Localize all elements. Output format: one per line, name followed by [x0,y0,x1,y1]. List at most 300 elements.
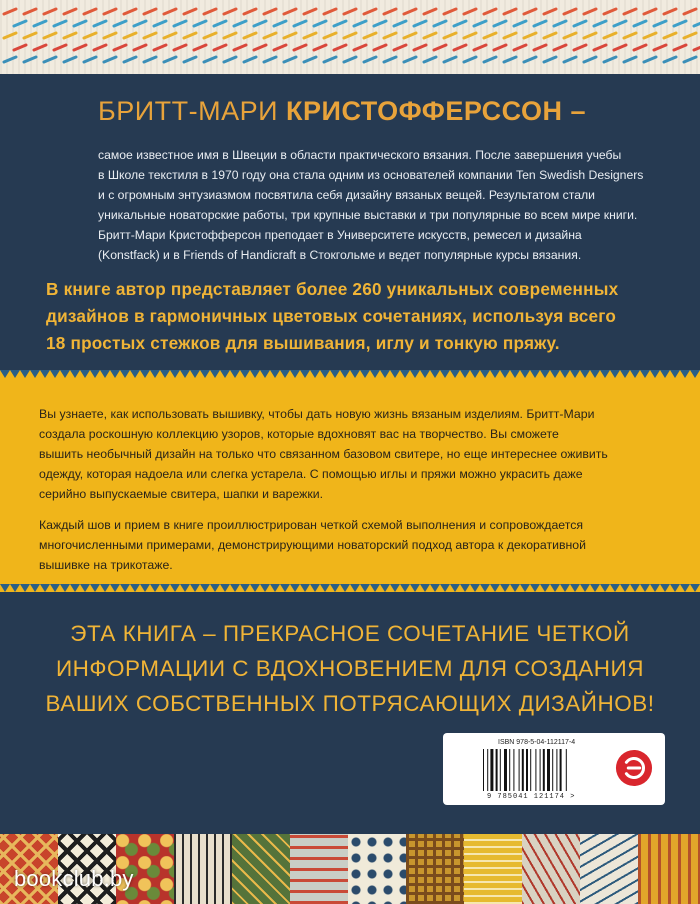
stitch-mark [124,33,136,38]
stitch-mark [374,45,386,50]
border-triangle [550,370,560,378]
barcode-bar [535,749,536,791]
border-triangle [190,370,200,378]
stitch-mark [84,33,96,38]
border-triangle [510,370,520,378]
stitch-mark [584,57,596,62]
stitch-mark [454,45,466,50]
stitch-mark [664,9,676,14]
border-triangle [130,584,140,592]
border-triangle [60,370,70,378]
stitch-mark [614,21,626,26]
stitch-mark [244,33,256,38]
stitch-mark [624,9,636,14]
swatch-image [580,834,638,904]
stitch-mark [334,21,346,26]
border-triangle [100,370,110,378]
stitch-mark [314,21,326,26]
barcode-digits: 9 785041 121174 > [487,793,576,801]
stitch-mark [404,33,416,38]
border-triangle [640,584,650,592]
barcode-bar [500,749,501,791]
border-triangle [320,370,330,378]
border-triangle [410,370,420,378]
stitch-mark [534,21,546,26]
barcode-bar [487,749,488,791]
closing-line: ИНФОРМАЦИИ С ВДОХНОВЕНИЕМ ДЛЯ СОЗДАНИЯ [56,656,644,681]
swatch-image [406,834,464,904]
border-triangle [500,370,510,378]
barcode-bar [526,749,528,791]
stitch-mark [244,9,256,14]
panel-bottom-border [0,584,700,592]
stitch-mark [454,21,466,26]
border-triangle [520,370,530,378]
stitch-mark [14,21,26,26]
border-triangle [390,370,400,378]
stitch-mark [94,45,106,50]
barcode-bar [504,749,507,791]
stitch-mark [214,21,226,26]
stitch-mark [244,57,256,62]
stitch-mark [164,9,176,14]
border-triangle [10,584,20,592]
stitch-mark [534,45,546,50]
stitch-mark [304,57,316,62]
stitch-mark [124,57,136,62]
stitch-mark [24,33,36,38]
lead-line: дизайнов в гармоничных цветовых сочетаниях, используя всего [46,306,617,326]
border-triangle [140,584,150,592]
stitch-mark [224,33,236,38]
panel-line: вышивке на трикотаже. [39,558,173,572]
stitch-mark [294,21,306,26]
stitch-mark [284,9,296,14]
stitch-mark [484,9,496,14]
stitch-mark [274,45,286,50]
stitch-mark [144,33,156,38]
stitch-mark [4,33,16,38]
border-triangle [510,584,520,592]
stitch-mark [464,57,476,62]
stitch-mark [544,9,556,14]
stitch-mark [64,9,76,14]
closing-line: ЭТА КНИГА – ПРЕКРАСНОЕ СОЧЕТАНИЕ ЧЕТКОЙ [70,621,630,646]
lead-line: В книге автор представляет более 260 уникальных современных [46,279,619,299]
stitch-mark [414,21,426,26]
panel-paragraph-1 [39,404,664,504]
stitch-mark [174,45,186,50]
border-triangle [160,584,170,592]
border-triangle [690,584,700,592]
border-triangle [460,584,470,592]
border-triangle [210,584,220,592]
stitch-mark [594,45,606,50]
stitch-mark [224,57,236,62]
border-triangle [540,584,550,592]
swatch-image [522,834,580,904]
border-triangle [90,584,100,592]
stitch-mark [114,21,126,26]
stitch-mark [684,9,696,14]
author-bio [98,145,653,265]
border-triangle [300,370,310,378]
knit-pattern-band [0,0,700,74]
stitch-mark [644,33,656,38]
stitch-mark [644,57,656,62]
border-triangle [200,584,210,592]
description-panel [0,370,700,592]
border-triangle [10,370,20,378]
border-triangle [220,370,230,378]
stitch-mark [264,33,276,38]
border-triangle [460,370,470,378]
border-triangle [630,584,640,592]
stitch-mark [694,21,700,26]
border-triangle [50,370,60,378]
border-triangle [290,370,300,378]
border-triangle [590,584,600,592]
border-triangle [70,370,80,378]
stitch-mark [74,21,86,26]
swatch-image [638,834,700,904]
lead-paragraph [46,276,666,357]
barcode-bar [560,749,562,791]
border-triangle [580,370,590,378]
border-triangle [100,584,110,592]
border-triangle [530,370,540,378]
border-triangle [450,370,460,378]
stitch-mark [464,33,476,38]
stitch-mark [184,33,196,38]
stitch-mark [24,9,36,14]
isbn-label: ISBN 978-5-04-112117-4 [498,739,576,746]
stitch-mark [524,33,536,38]
stitch-mark [344,33,356,38]
border-triangle [270,370,280,378]
border-triangle [360,370,370,378]
stitch-mark [314,45,326,50]
stitch-mark [74,45,86,50]
stitch-mark [344,57,356,62]
border-triangle [370,370,380,378]
border-triangle [600,584,610,592]
stitch-mark [584,9,596,14]
stitch-mark [184,9,196,14]
border-triangle [490,584,500,592]
border-triangle [250,370,260,378]
stitch-mark [554,21,566,26]
stitch-mark [684,33,696,38]
embroidery-stitches-graphic [0,0,700,74]
stitch-mark [544,33,556,38]
border-triangle [220,584,230,592]
border-triangle [660,584,670,592]
barcode-bar [483,749,484,791]
bio-line: уникальные новаторские работы, три крупные выставки и три популярные во всем мире книги. [98,208,638,222]
stitch-mark [424,9,436,14]
stitch-mark [184,57,196,62]
border-triangle [290,584,300,592]
stitch-mark [354,45,366,50]
stitch-mark [304,9,316,14]
stitch-mark [624,33,636,38]
stitch-mark [504,9,516,14]
stitch-mark [604,57,616,62]
stitch-mark [254,21,266,26]
stitch-mark [574,21,586,26]
stitch-mark [364,57,376,62]
stitch-mark [324,9,336,14]
stitch-mark [64,33,76,38]
stitch-mark [24,57,36,62]
stitch-mark [14,45,26,50]
barcode-bar [540,749,541,791]
border-triangle [20,370,30,378]
stitch-mark [494,21,506,26]
stitch-mark [334,45,346,50]
stitch-mark [114,45,126,50]
stitch-mark [104,57,116,62]
border-triangle [560,584,570,592]
stitch-mark [364,9,376,14]
stitch-mark [674,21,686,26]
border-triangle [490,370,500,378]
border-triangle [570,584,580,592]
stitch-mark [624,57,636,62]
stitch-mark [474,45,486,50]
stitch-mark [674,45,686,50]
border-triangle [240,584,250,592]
border-triangle [260,370,270,378]
panel-line: многочисленными примерами, демонстрирующими новаторский подход автора к декоративной [39,538,587,552]
border-triangle [500,584,510,592]
border-triangle [190,584,200,592]
stitch-mark [644,9,656,14]
bio-line: в Школе текстиля в 1970 году она стала одним из основателей компании Ten Swedish Designers [98,168,644,182]
border-triangle [470,584,480,592]
swatch-image [290,834,348,904]
barcode-bar [566,749,567,791]
stitch-mark [224,9,236,14]
stitch-mark [384,9,396,14]
border-triangle [170,584,180,592]
stitch-mark [104,33,116,38]
barcode-bar [490,749,493,791]
border-triangle [0,584,10,592]
stitch-mark [264,9,276,14]
border-triangle [480,370,490,378]
stitch-mark [444,33,456,38]
border-triangle [230,584,240,592]
border-triangle [620,584,630,592]
stitch-mark [134,21,146,26]
stitch-mark [234,45,246,50]
stitch-mark [474,21,486,26]
stitch-mark [304,33,316,38]
stitch-mark [564,57,576,62]
border-triangle [80,584,90,592]
author-heading [98,96,658,127]
stitch-mark [614,45,626,50]
border-triangle [400,584,410,592]
border-triangle [180,370,190,378]
stitch-mark [124,9,136,14]
border-triangle [350,370,360,378]
barcode-block [443,733,665,805]
stitch-mark [404,57,416,62]
border-triangle [610,584,620,592]
border-triangle [400,370,410,378]
panel-line: создала роскошную коллекцию узоров, которые вдохновят вас на творчество. Вы сможете [39,427,559,441]
stitch-mark [654,21,666,26]
border-triangle [330,584,340,592]
border-triangle [180,584,190,592]
stitch-mark [544,57,556,62]
border-triangle [140,370,150,378]
stitch-mark [444,57,456,62]
border-triangle [330,370,340,378]
stitch-mark [384,57,396,62]
border-triangle [270,584,280,592]
stitch-mark [4,57,16,62]
border-triangle [680,370,690,378]
stitch-mark [204,33,216,38]
stitch-mark [264,57,276,62]
stitch-mark [634,21,646,26]
barcode-bar [556,749,557,791]
border-triangle [410,584,420,592]
stitch-mark [514,45,526,50]
border-triangle [40,370,50,378]
border-triangle [110,584,120,592]
border-triangle [430,370,440,378]
publisher-logo-icon [615,749,653,787]
border-triangle [280,370,290,378]
bio-line: самое известное имя в Швеции в области практического вязания. После завершения учебы [98,148,622,162]
stitch-mark [694,45,700,50]
border-triangle [60,584,70,592]
stitch-mark [284,33,296,38]
border-triangle [350,584,360,592]
border-triangle [630,370,640,378]
stitch-mark [204,9,216,14]
barcode-bar [547,749,550,791]
border-triangle [200,370,210,378]
stitch-mark [524,9,536,14]
stitch-mark [604,33,616,38]
author-first-name: БРИТТ-МАРИ [98,96,279,126]
border-triangle [650,584,660,592]
border-triangle [440,584,450,592]
border-triangle [420,370,430,378]
stitch-mark [134,45,146,50]
stitch-mark [434,45,446,50]
stitch-mark [654,45,666,50]
stitch-mark [494,45,506,50]
stitch-mark [144,9,156,14]
stitch-mark [504,33,516,38]
stitch-mark [404,9,416,14]
stitch-mark [604,9,616,14]
border-triangle [90,370,100,378]
stitch-mark [384,33,396,38]
border-triangle [20,584,30,592]
border-triangle [300,584,310,592]
border-triangle [230,370,240,378]
panel-paragraph-2 [39,515,664,575]
stitch-mark [54,21,66,26]
stitch-mark [574,45,586,50]
stitch-mark [424,57,436,62]
stitch-mark [414,45,426,50]
stitch-mark [154,21,166,26]
border-triangle [280,584,290,592]
stitch-mark [214,45,226,50]
stitch-mark [464,9,476,14]
stitch-mark [44,57,56,62]
stitch-mark [154,45,166,50]
stitch-mark [684,57,696,62]
stitch-mark [204,57,216,62]
barcode-bar [513,749,514,791]
border-triangle [50,584,60,592]
border-triangle [450,584,460,592]
stitch-mark [94,21,106,26]
border-triangle [110,370,120,378]
stitch-mark [254,45,266,50]
border-triangle [680,584,690,592]
border-triangle [380,584,390,592]
swatch-image [174,834,232,904]
border-triangle [420,584,430,592]
border-triangle [310,370,320,378]
stitch-mark [484,57,496,62]
border-triangle [120,370,130,378]
stitch-mark [564,9,576,14]
border-triangle [530,584,540,592]
border-triangle [30,370,40,378]
border-triangle [250,584,260,592]
stitch-mark [434,21,446,26]
bio-line: и с огромным энтузиазмом посвятила себя дизайну вязаных вещей. Результатом стали [98,188,595,202]
border-triangle [440,370,450,378]
border-triangle [0,370,10,378]
border-triangle [260,584,270,592]
stitch-mark [84,9,96,14]
border-triangle [430,584,440,592]
panel-top-border [0,370,700,378]
border-triangle [670,584,680,592]
barcode-bar [543,749,545,791]
border-triangle [570,370,580,378]
border-triangle [70,584,80,592]
stitch-mark [444,9,456,14]
border-triangle [310,584,320,592]
stitch-mark [104,9,116,14]
border-triangle [360,584,370,592]
border-triangle [320,584,330,592]
stitch-mark [4,9,16,14]
stitch-mark [354,21,366,26]
border-triangle [670,370,680,378]
stitch-mark [664,33,676,38]
border-triangle [540,370,550,378]
stitch-mark [584,33,596,38]
swatch-image [348,834,406,904]
swatch-image [464,834,522,904]
lead-line: 18 простых стежков для вышивания, иглу и тонкую пряжу. [46,333,560,353]
